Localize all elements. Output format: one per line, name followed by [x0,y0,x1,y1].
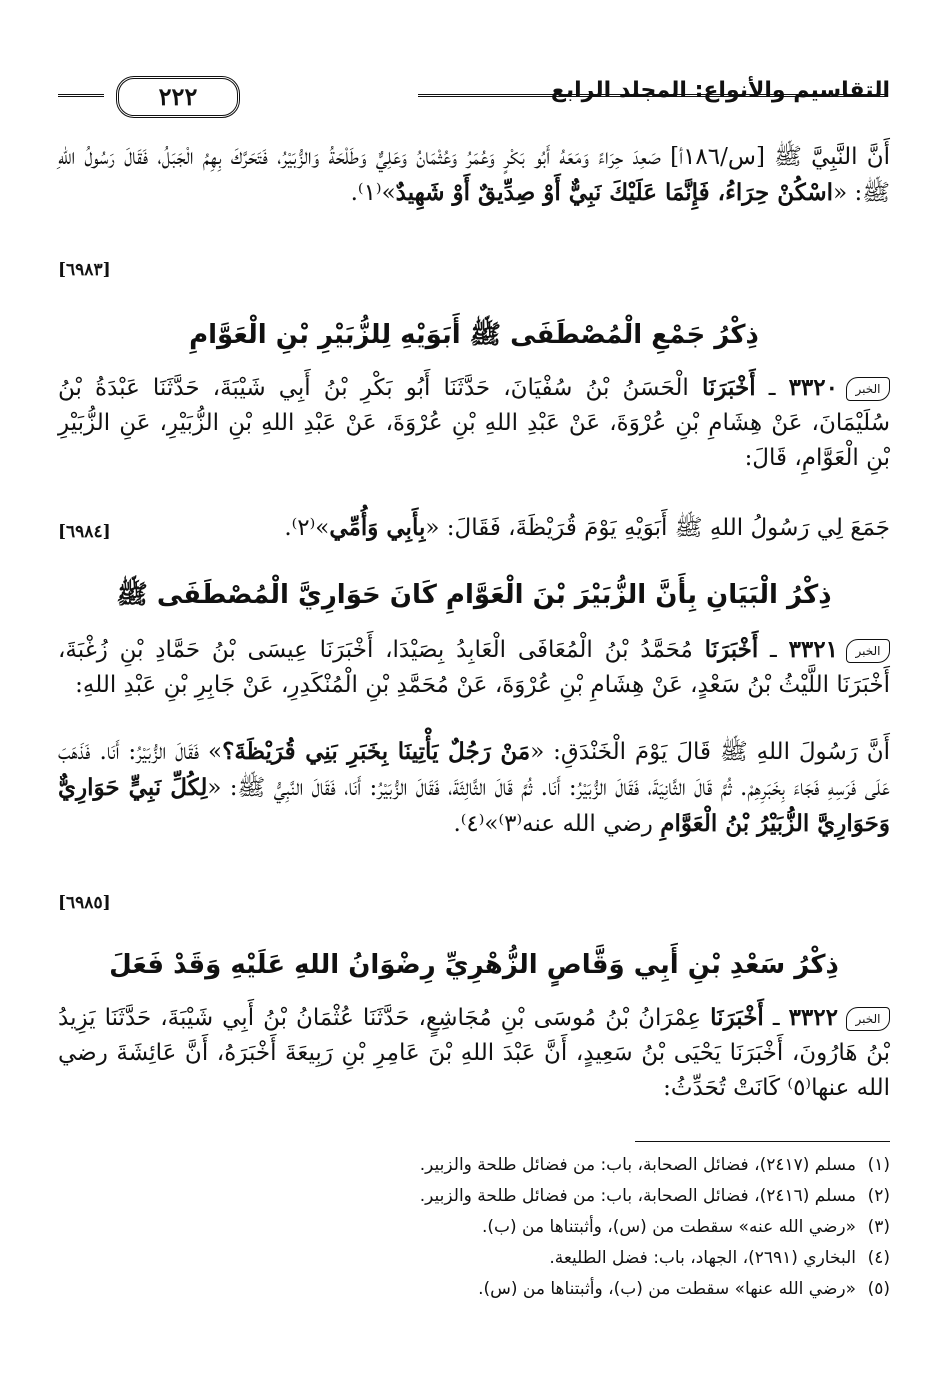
khabar-badge-icon: الخبر [846,639,890,663]
matn-end: »⁽٢⁾. [284,515,330,541]
footnote-3: (٣)«رضي الله عنه» سقطت من (س)، وأثبتناها من (ب). [481,1217,890,1237]
matn-quote-2: لِكُلِّ نَبِيٍّ حَوَارِيٌّ وَحَوَارِيَّ الزُّبَيْرُ بْنُ الْعَوَّامِ [58,774,890,837]
khabar-badge-icon: الخبر [846,377,890,401]
para1-quote: اسْكُنْ حِرَاءُ، فَإِنَّمَا عَلَيْكَ نَبِيٌّ أَوْ صِدِّيقٌ أَوْ شَهِيدٌ [395,179,834,206]
akhbarana-label: أَخْبَرَنَا [704,636,759,663]
isnad: مُحَمَّدُ بْنُ الْمُعَافَى الْعَابِدُ بِصَيْدَا، أَخْبَرَنَا عِيسَى بْنُ حَمَّادِ بْنِ زُغْبَةَ، أَخْبَرَنَا اللَّيْثُ بْنُ سَعْدٍ، عَنْ هِشَامِ بْنِ عُرْوَةَ، عَنْ مُحَمَّدِ بْنِ الْمُنْكَدِرِ، عَنْ جَابِرِ بْنِ عَبْدِ اللهِ: [58,637,890,698]
matn-part-1: أَنَّ رَسُولَ اللهِ ﷺ قَالَ يَوْمَ الْخَنْدَقِ: « [530,739,890,765]
footnote-2: (٢)مسلم (٢٤١٦)، فضائل الصحابة، باب: من فضائل طلحة والزبير. [419,1186,890,1206]
matn-end: رضي الله عنه⁽٣⁾»⁽٤⁾. [453,811,661,837]
akhbarana-label: أَخْبَرَنَا [710,1004,764,1031]
hadith-3322: الخبر٣٣٢٢ ـ أَخْبَرَنَا عِمْرَانُ بْنُ مُوسَى بْنِ مُجَاشِعٍ، حَدَّثَنَا عُثْمَانُ بْنُ أَبِي شَيْبَةَ، حَدَّثَنَا يَزِيدُ بْنُ هَارُونَ، أَخْبَرَنَا يَحْيَى بْنُ سَعِيدٍ، أَنَّ عَبْدَ اللهِ بْنَ عَامِرِ بْنِ رَبِيعَةَ أَخْبَرَهُ، أَنَّ عَائِشَةَ رضي الله عنها⁽٥⁾ كَانَتْ تُحَدِّثُ: [58,1004,890,1101]
isnad: الْحَسَنُ بْنُ سُفْيَانَ، حَدَّثَنَا أَبُو بَكْرِ بْنُ أَبِي شَيْبَةَ، حَدَّثَنَا عَبْدَةُ بْنُ سُلَيْمَانَ، عَنْ هِشَامِ بْنِ عُرْوَةَ، عَنْ عَبْدِ اللهِ بْنِ عُرْوَةَ، عَنْ عَبْدِ اللهِ بْنِ الزُّبَيْرِ، عَنِ الزُّبَيْرِ بْنِ الْعَوَّامِ، قَالَ: [58,375,890,471]
khabar-badge-icon: الخبر [846,1007,890,1031]
matn: جَمَعَ لِي رَسُولُ اللهِ ﷺ أَبَوَيْهِ يَوْمَ قُرَيْظَةَ، فَقَالَ: « [425,515,890,541]
footnote-5: (٥)«رضي الله عنها» سقطت من (ب)، وأثبتناها من (س). [478,1279,890,1299]
hadith-3321-matn [58,734,890,842]
chapter-heading-1: ذِكْرُ جَمْعِ الْمُصْطَفَى ﷺ أَبَوَيْهِ لِلزُّبَيْرِ بْنِ الْعَوَّامِ [189,320,759,350]
footnote-1: (١)مسلم (٢٤١٧)، فضائل الصحابة، باب: من فضائل طلحة والزبير. [419,1155,890,1175]
matn-quote: بِأَبِي وَأُمِّي [329,514,426,541]
hadith-3320-matn [150,510,890,546]
header-rule-right [418,94,888,97]
hadith-3320: الخبر٣٣٢٠ ـ أَخْبَرَنَا الْحَسَنُ بْنُ سُفْيَانَ، حَدَّثَنَا أَبُو بَكْرِ بْنُ أَبِي شَيْبَةَ، حَدَّثَنَا عَبْدَةُ بْنُ سُلَيْمَانَ، عَنْ هِشَامِ بْنِ عُرْوَةَ، عَنْ عَبْدِ اللهِ بْنِ عُرْوَةَ، عَنْ عَبْدِ اللهِ بْنِ الزُّبَيْرِ، عَنِ الزُّبَيْرِ بْنِ الْعَوَّامِ، قَالَ: [58,374,890,471]
header-rule-left [58,94,104,97]
hadith-ref-6985: [٦٩٨٥] [58,893,111,913]
akhbarana-label: أَخْبَرَنَا [701,374,756,401]
matn-quote-1: مَنْ رَجُلٌ يَأْتِينَا بِخَبَرِ بَنِي قُرَيْظَةَ؟ [222,738,531,765]
paragraph-1 [58,140,890,211]
hadith-ref-6983: [٦٩٨٣] [58,260,111,280]
page-number: ٢٢٢ [116,76,240,118]
hadith-number: ٣٣٢١ [788,636,838,663]
chapter-heading-2: ذِكْرُ الْبَيَانِ بِأَنَّ الزُّبَيْرَ بْنَ الْعَوَّامِ كَانَ حَوَارِيَّ الْمُصْطَفَى ﷺ [116,580,832,610]
footnote-separator [635,1141,890,1142]
hadith-3321: الخبر٣٣٢١ ـ أَخْبَرَنَا مُحَمَّدُ بْنُ الْمُعَافَى الْعَابِدُ بِصَيْدَا، أَخْبَرَنَا عِيسَى بْنُ حَمَّادِ بْنِ زُغْبَةَ، أَخْبَرَنَا اللَّيْثُ بْنُ سَعْدٍ، عَنْ هِشَامِ بْنِ عُرْوَةَ، عَنْ مُحَمَّدِ بْنِ الْمُنْكَدِرِ، عَنْ جَابِرِ بْنِ عَبْدِ اللهِ: [58,636,890,698]
page-header [58,72,890,124]
hadith-ref-6984: [٦٩٨٤] [58,522,111,542]
para1-text: أَنَّ النَّبِيَّ ﷺ [س/١٨٦أ] صَعِدَ حِرَاءً وَمَعَهُ أَبُو بَكْرٍ وَعُمَرُ وَعُثْمَانُ وَعَلِيٌّ وَطَلْحَةُ وَالزُّبَيْرُ، فَتَحَرَّكَ بِهِمُ الْجَبَلُ، فَقَالَ رَسُولُ اللهِ ﷺ: « [58,144,891,206]
matn-part-2: » فَقَالَ الزُّبَيْرُ: أَنَا. فَذَهَبَ عَلَى فَرَسِهِ فَجَاءَ بِخَبَرِهِمْ. ثُمَّ قَالَ الثَّانِيَةَ، فَقَالَ الزُّبَيْرُ: أَنَا. ثُمَّ قَالَ الثَّالِثَةَ، فَقَالَ الزُّبَيْرُ: أَنَا، فَقَالَ النَّبِيُّ ﷺ: « [58,739,890,801]
hadith-number: ٣٣٢٠ [788,374,838,401]
chapter-heading-3: ذِكْرُ سَعْدِ بْنِ أَبِي وَقَّاصٍ الزُّهْرِيِّ رِضْوَانُ اللهِ عَلَيْهِ وَقَدْ فَعَلَ [109,950,839,980]
running-title: التقاسيم والأنواع: المجلد الرابع [550,78,890,103]
footnote-4: (٤)البخاري (٢٦٩١)، الجهاد، باب: فضل الطليعة. [549,1248,890,1268]
isnad: عِمْرَانُ بْنُ مُوسَى بْنِ مُجَاشِعٍ، حَدَّثَنَا عُثْمَانُ بْنُ أَبِي شَيْبَةَ، حَدَّثَنَا يَزِيدُ بْنُ هَارُونَ، أَخْبَرَنَا يَحْيَى بْنُ سَعِيدٍ، أَنَّ عَبْدَ اللهِ بْنَ عَامِرِ بْنِ رَبِيعَةَ أَخْبَرَهُ، أَنَّ عَائِشَةَ رضي الله عنها⁽٥⁾ كَانَتْ تُحَدِّثُ: [58,1005,890,1101]
para1-end: »⁽١⁾. [350,180,396,206]
hadith-number: ٣٣٢٢ [788,1004,838,1031]
footnotes [120,1150,890,1305]
